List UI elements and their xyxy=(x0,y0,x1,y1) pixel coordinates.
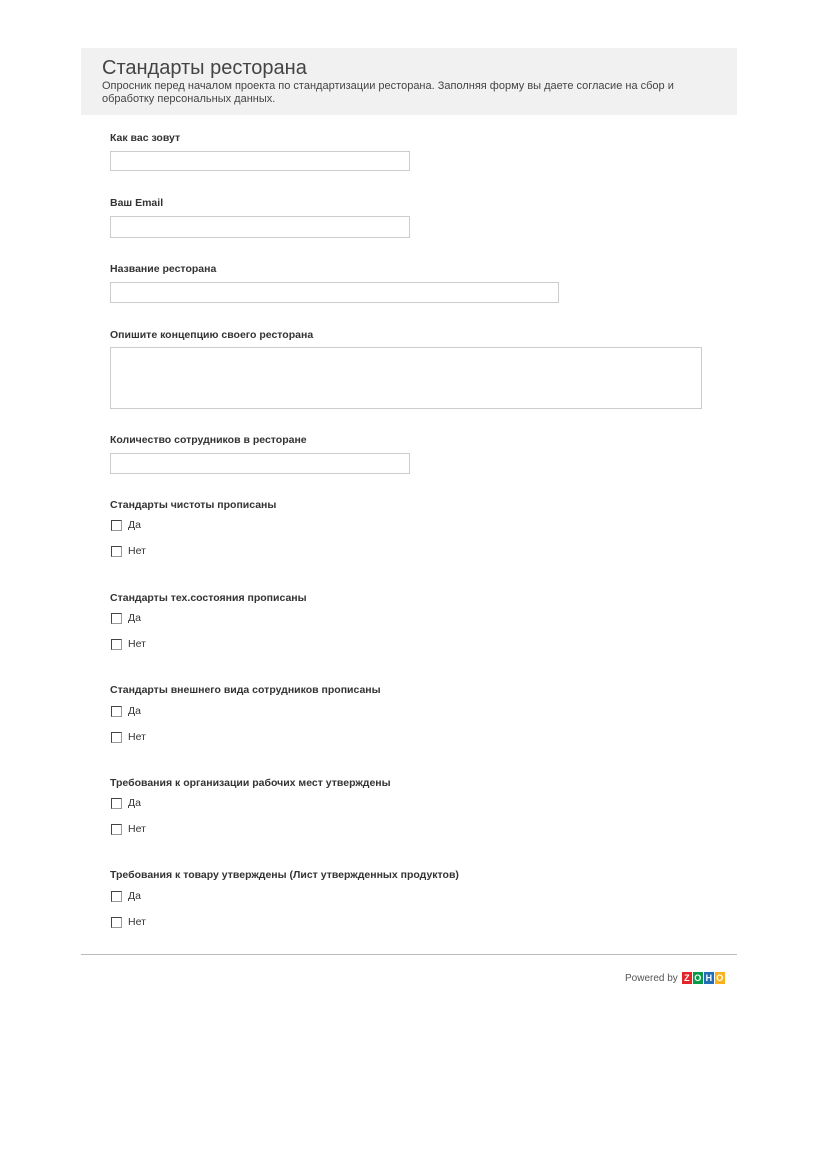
option-label: Нет xyxy=(128,638,146,650)
checkbox-appearance-yes[interactable] xyxy=(111,705,141,717)
group-label-appearance: Стандарты внешнего вида сотрудников прописаны xyxy=(110,684,381,696)
powered-by[interactable] xyxy=(625,972,726,984)
option-label: Нет xyxy=(128,823,146,835)
field-label-email: Ваш Email xyxy=(110,197,164,209)
zoho-letter: O xyxy=(694,973,702,983)
option-label: Да xyxy=(128,612,141,624)
group-label-workplaces: Требования к организации рабочих мест утверждены xyxy=(110,777,391,789)
checkbox-icon[interactable] xyxy=(111,706,122,717)
field-label-concept: Опишите концепцию своего ресторана xyxy=(110,329,314,341)
option-label: Да xyxy=(128,705,141,717)
checkbox-icon[interactable] xyxy=(111,917,122,928)
restaurant-name-input[interactable] xyxy=(110,282,559,303)
checkbox-cleanliness-no[interactable] xyxy=(111,545,146,557)
checkbox-icon[interactable] xyxy=(111,639,122,650)
checkbox-workplaces-yes[interactable] xyxy=(111,797,141,809)
checkbox-tech-no[interactable] xyxy=(111,638,146,650)
concept-textarea[interactable] xyxy=(110,347,702,409)
checkbox-icon[interactable] xyxy=(111,732,122,743)
option-label: Нет xyxy=(128,916,146,928)
form-header xyxy=(81,48,737,115)
checkbox-icon[interactable] xyxy=(111,546,122,557)
checkbox-icon[interactable] xyxy=(111,520,122,531)
option-label: Нет xyxy=(128,545,146,557)
zoho-letter: H xyxy=(705,973,713,983)
footer-divider xyxy=(81,954,737,955)
checkbox-appearance-no[interactable] xyxy=(111,731,146,743)
zoho-logo-icon[interactable] xyxy=(682,972,726,984)
checkbox-workplaces-no[interactable] xyxy=(111,823,146,835)
checkbox-products-no[interactable] xyxy=(111,916,146,928)
zoho-letter: Z xyxy=(682,972,692,984)
checkbox-products-yes[interactable] xyxy=(111,890,141,902)
group-label-products: Требования к товару утверждены (Лист утвержденных продуктов) xyxy=(110,869,459,881)
field-label-staff: Количество сотрудников в ресторане xyxy=(110,434,307,446)
option-label: Нет xyxy=(128,731,146,743)
checkbox-tech-yes[interactable] xyxy=(111,612,141,624)
zoho-letter: O xyxy=(716,973,724,983)
checkbox-icon[interactable] xyxy=(111,613,122,624)
group-label-cleanliness: Стандарты чистоты прописаны xyxy=(110,499,277,511)
checkbox-icon[interactable] xyxy=(111,891,122,902)
option-label: Да xyxy=(128,519,141,531)
form-title: Стандарты ресторана xyxy=(102,57,307,79)
form-description: Опросник перед началом проекта по стандартизации ресторана. Заполняя форму вы даете согласие на сбор и обработку персональных данных. xyxy=(102,80,674,105)
powered-by-text: Powered by xyxy=(625,972,678,984)
field-label-name: Как вас зовут xyxy=(110,132,181,144)
option-label: Да xyxy=(128,890,141,902)
field-label-restaurant: Название ресторана xyxy=(110,263,217,275)
staff-count-input[interactable] xyxy=(110,453,410,474)
option-label: Да xyxy=(128,797,141,809)
checkbox-icon[interactable] xyxy=(111,798,122,809)
group-label-tech: Стандарты тех.состояния прописаны xyxy=(110,592,307,604)
checkbox-cleanliness-yes[interactable] xyxy=(111,519,141,531)
name-input[interactable] xyxy=(110,151,410,171)
email-input[interactable] xyxy=(110,216,410,238)
checkbox-icon[interactable] xyxy=(111,824,122,835)
